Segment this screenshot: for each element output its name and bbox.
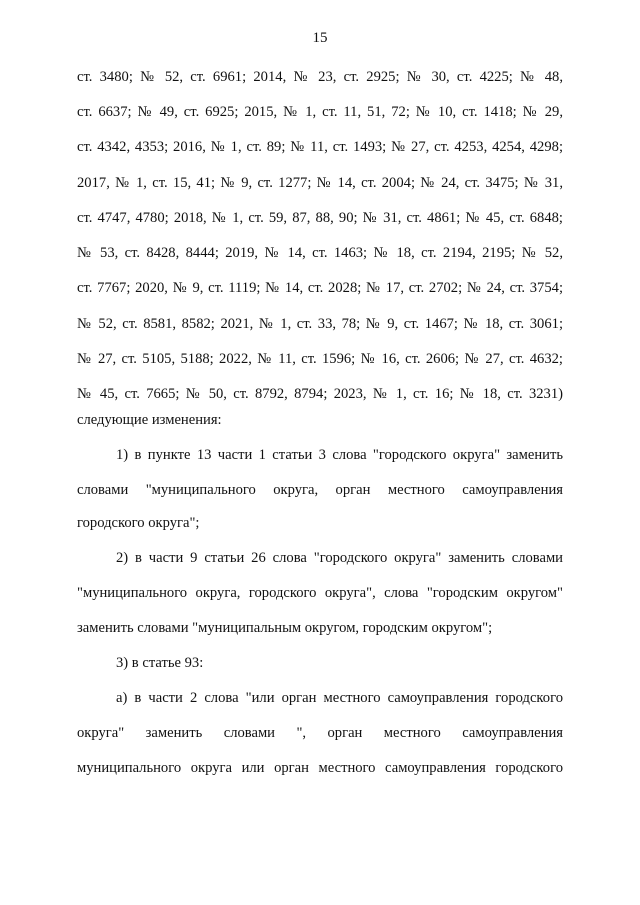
list-item-2: 2) в части 9 статьи 26 слова "городского округа" заменить словами bbox=[116, 550, 563, 566]
text-line: следующие изменения: bbox=[77, 412, 222, 428]
text-line: ст. 6637; № 49, ст. 6925; 2015, № 1, ст. 11, 51, 72; № 10, ст. 1418; № 29, bbox=[77, 104, 563, 120]
text-line: "муниципального округа, городского округа", слова "городским округом" bbox=[77, 585, 563, 601]
text-line: 2017, № 1, ст. 15, 41; № 9, ст. 1277; № 14, ст. 2004; № 24, ст. 3475; № 31, bbox=[77, 175, 563, 191]
text-line: № 53, ст. 8428, 8444; 2019, № 14, ст. 1463; № 18, ст. 2194, 2195; № 52, bbox=[77, 245, 563, 261]
text-line: ст. 7767; 2020, № 9, ст. 1119; № 14, ст. 2028; № 17, ст. 2702; № 24, ст. 3754; bbox=[77, 280, 563, 296]
list-item-3: 3) в статье 93: bbox=[116, 655, 204, 671]
text-line: № 27, ст. 5105, 5188; 2022, № 11, ст. 1596; № 16, ст. 2606; № 27, ст. 4632; bbox=[77, 351, 563, 367]
text-line: № 45, ст. 7665; № 50, ст. 8792, 8794; 2023, № 1, ст. 16; № 18, ст. 3231) bbox=[77, 386, 563, 402]
page-number: 15 bbox=[312, 30, 328, 46]
sub-item-a: а) в части 2 слова "или орган местного самоуправления городского bbox=[116, 690, 563, 706]
text-line: заменить словами "муниципальным округом, городским округом"; bbox=[77, 620, 493, 636]
text-line: округа" заменить словами ", орган местного самоуправления bbox=[77, 725, 563, 741]
text-line: ст. 4747, 4780; 2018, № 1, ст. 59, 87, 88, 90; № 31, ст. 4861; № 45, ст. 6848; bbox=[77, 210, 563, 226]
text-line: муниципального округа или орган местного самоуправления городского bbox=[77, 760, 563, 776]
text-line: № 52, ст. 8581, 8582; 2021, № 1, ст. 33, 78; № 9, ст. 1467; № 18, ст. 3061; bbox=[77, 316, 563, 332]
text-line: ст. 3480; № 52, ст. 6961; 2014, № 23, ст. 2925; № 30, ст. 4225; № 48, bbox=[77, 69, 563, 85]
list-item-1: 1) в пункте 13 части 1 статьи 3 слова "городского округа" заменить bbox=[116, 447, 563, 463]
text-line: словами "муниципального округа, орган местного самоуправления bbox=[77, 482, 563, 498]
text-line: городского округа"; bbox=[77, 515, 200, 531]
text-line: ст. 4342, 4353; 2016, № 1, ст. 89; № 11, ст. 1493; № 27, ст. 4253, 4254, 4298; bbox=[77, 139, 563, 155]
